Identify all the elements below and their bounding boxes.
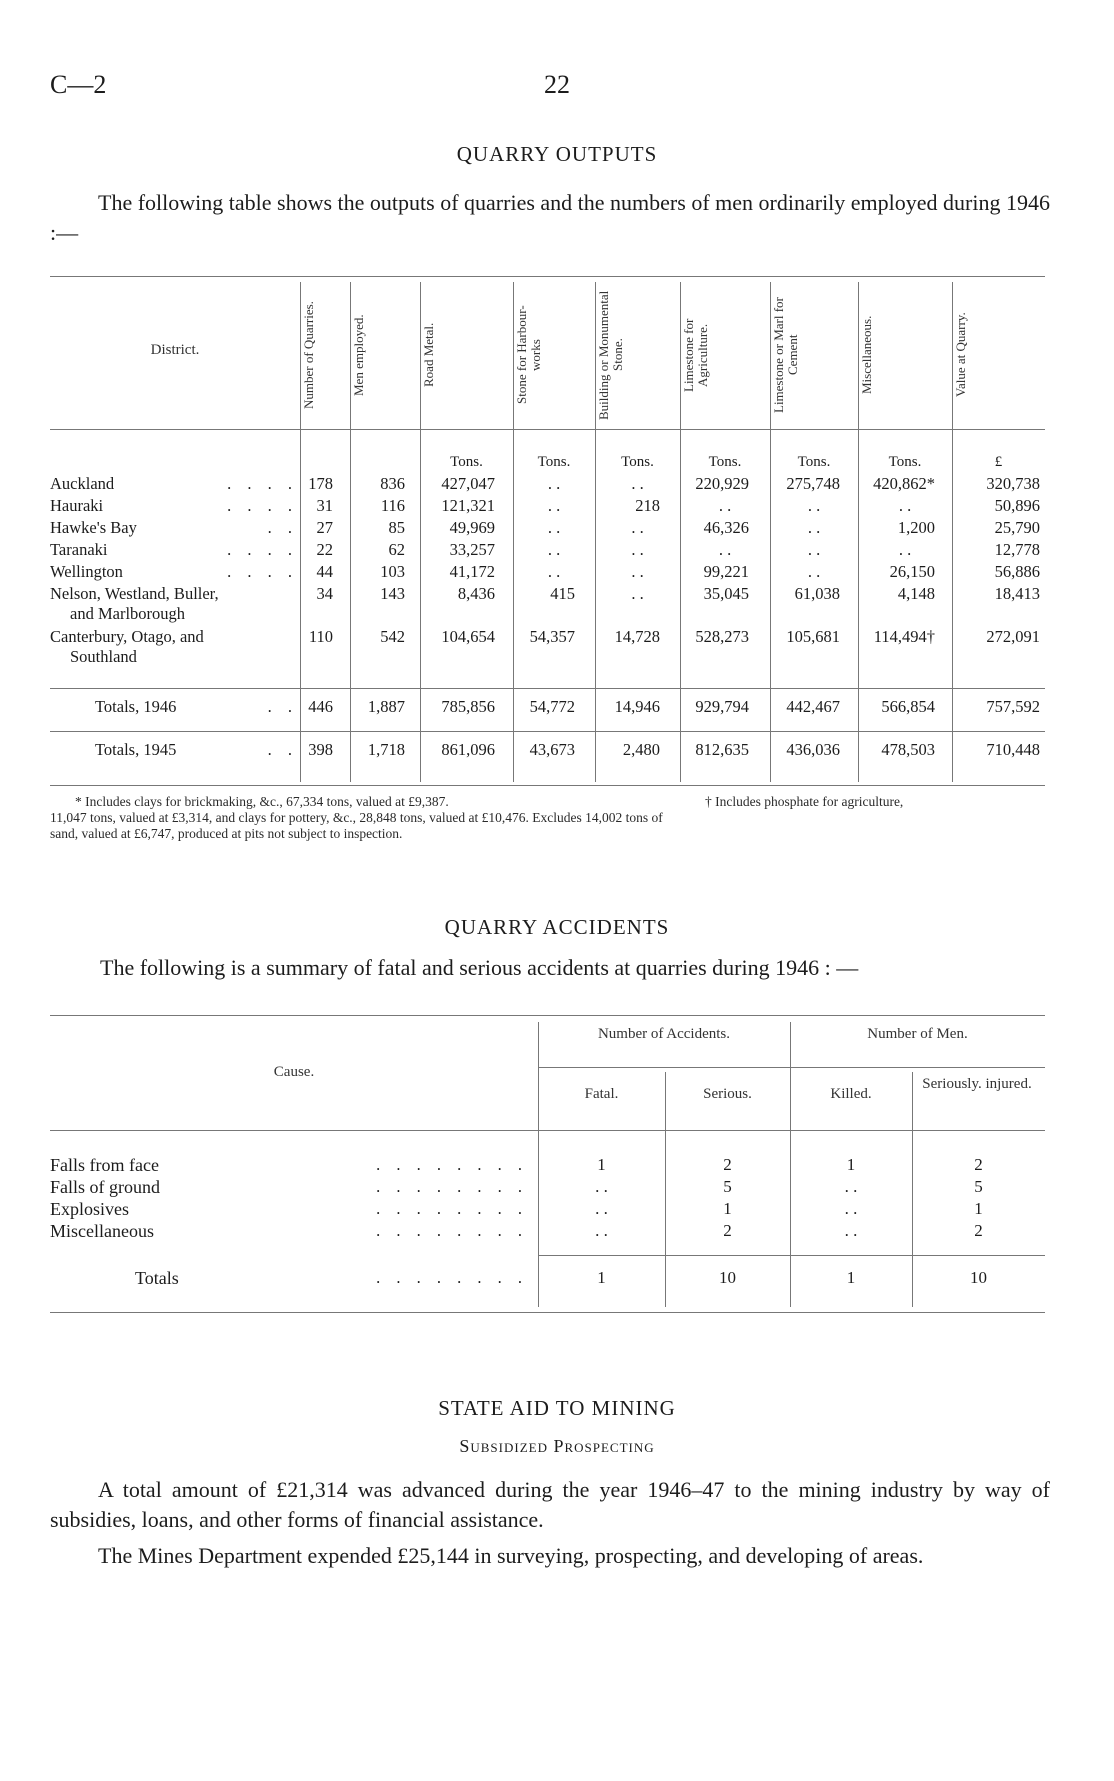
table-cell: 18,413 (994, 584, 1040, 603)
table-cell: 12,778 (994, 540, 1040, 559)
table-cell: 44 (316, 562, 333, 581)
table-cell: 1 (597, 1155, 606, 1174)
state-aid-title: STATE AID TO MINING (438, 1396, 676, 1420)
cause-name: Explosives (50, 1199, 129, 1219)
table-cell: 320,738 (986, 474, 1040, 493)
table-cell: 104,654 (441, 627, 495, 646)
district-name: Taranaki (50, 540, 108, 559)
unit-label: £ (994, 454, 1003, 470)
state-aid-paragraph-2: The Mines Department expended £25,144 in surveying, prospecting, and developing of areas. (98, 1543, 924, 1568)
table-cell: 22 (316, 540, 333, 559)
district-name-cont: and Marlborough (70, 604, 186, 623)
men-group-header: Number of Men. (867, 1026, 968, 1042)
table-cell: . . (898, 540, 912, 559)
table-cell: 49,969 (449, 518, 495, 537)
totals-cell: 14,946 (614, 697, 660, 716)
sub-header: Serious. (703, 1086, 752, 1102)
table-cell: 54,357 (529, 627, 575, 646)
state-aid-paragraph-1: A total amount of £21,314 was advanced during the year 1946–47 to the mining industry by way of subsidies, loans, and other forms of financial assistance. (50, 1477, 1050, 1532)
quarry-outputs-title: QUARRY OUTPUTS (456, 142, 658, 166)
column-header: Miscellaneous. (859, 315, 874, 395)
table-top-rule (50, 1015, 1045, 1016)
table-cell: 103 (380, 562, 405, 581)
table-cell: . . (807, 496, 821, 515)
table-cell: . . (631, 562, 644, 581)
table-cell: . . (807, 562, 821, 581)
table-cell: 528,273 (695, 627, 749, 646)
table-cell: 2 (974, 1155, 983, 1174)
totals-mid-rule (50, 731, 1045, 732)
group-header-rule (538, 1067, 1045, 1068)
table-cell: 5 (974, 1177, 983, 1196)
dot-leader: . . . . . . . . (376, 1177, 528, 1196)
table-cell: 31 (316, 496, 333, 515)
footnote: sand, valued at £6,747, produced at pits not subject to inspection. (50, 826, 403, 841)
table-cell: . . (898, 496, 912, 515)
table-cell: 114,494† (873, 627, 935, 646)
table-cell: 121,321 (441, 496, 495, 515)
totals-cell: 1 (597, 1268, 606, 1287)
table-cell: . . (595, 1177, 608, 1196)
totals-top-rule (538, 1255, 1045, 1256)
table-cell: . . (807, 540, 821, 559)
table-cell: 110 (308, 627, 333, 646)
table-cell: 25,790 (994, 518, 1040, 537)
table-cell: 56,886 (994, 562, 1040, 581)
table-cell: . . (844, 1221, 858, 1240)
table-cell: . . (595, 1221, 608, 1240)
sub-header: Seriously. injured. (922, 1076, 1032, 1092)
dot-leader: . . . . . . . . (376, 1155, 528, 1174)
district-name: Wellington (50, 562, 123, 581)
totals-cell: 436,036 (786, 740, 840, 759)
totals-cell: 442,467 (786, 697, 840, 716)
table-top-rule (50, 276, 1045, 277)
table-cell: 5 (723, 1177, 732, 1196)
totals-cell: 785,856 (441, 697, 495, 716)
table-bottom-rule (50, 785, 1045, 786)
table-cell: . . (631, 474, 644, 493)
table-cell: 27 (316, 518, 333, 537)
table-cell: 116 (380, 496, 405, 515)
totals-cell: 1 (846, 1268, 856, 1287)
table-cell: . . (547, 474, 561, 493)
table-cell: 2 (723, 1155, 732, 1174)
table-cell: 420,862* (873, 474, 935, 493)
column-header: Building or Monumental Stone. (596, 290, 625, 420)
table-cell: 99,221 (703, 562, 749, 581)
accidents-group-header: Number of Accidents. (597, 1026, 731, 1042)
totals-top-rule (50, 688, 1045, 689)
unit-label: Tons. (621, 454, 654, 470)
table-cell: 105,681 (786, 627, 840, 646)
table-cell: . . (844, 1199, 858, 1218)
totals-cell: 2,480 (622, 740, 660, 759)
column-header: Limestone or Marl for Cement (771, 297, 800, 413)
totals-cell: 446 (308, 697, 333, 716)
header-bottom-rule (50, 1130, 1045, 1131)
sub-header: Fatal. (584, 1086, 619, 1102)
totals-cell: 398 (308, 740, 333, 759)
district-name: Hauraki (50, 496, 104, 515)
table-cell: 14,728 (614, 627, 660, 646)
cause-name: Miscellaneous (50, 1221, 154, 1241)
table-cell: 50,896 (994, 496, 1040, 515)
table-cell: 46,326 (703, 518, 749, 537)
dot-leader: . . (267, 740, 298, 759)
totals-label: Totals (135, 1268, 179, 1288)
column-header: Number of Quarries. (301, 301, 316, 409)
cause-name: Falls from face (50, 1155, 159, 1175)
totals-cell: 54,772 (529, 697, 575, 716)
totals-label: Totals, 1946 (95, 697, 177, 716)
totals-cell: 757,592 (986, 697, 1040, 716)
table-cell: . . (718, 540, 732, 559)
table-cell: 178 (308, 474, 333, 493)
table-cell: 272,091 (986, 627, 1040, 646)
totals-label: Totals, 1945 (95, 740, 177, 759)
table-cell: 415 (550, 584, 575, 603)
table-cell: 1 (723, 1199, 732, 1218)
unit-label: Tons. (537, 454, 571, 470)
quarry-outputs-intro: The following table shows the outputs of quarries and the numbers of men ordinarily employed during 1946 :— (50, 190, 1050, 245)
table-cell: 1 (846, 1155, 856, 1174)
table-cell: 4,148 (897, 584, 935, 603)
district-name: Auckland (50, 474, 115, 493)
dot-leader: . . . . . . . . (376, 1199, 528, 1218)
table-cell: 33,257 (449, 540, 495, 559)
table-cell: . . (547, 562, 561, 581)
table-cell: 41,172 (449, 562, 495, 581)
table-cell: . . (547, 540, 561, 559)
page-number: 22 (544, 70, 570, 99)
totals-cell: 478,503 (881, 740, 935, 759)
column-header: Men employed. (351, 314, 366, 396)
table-cell: . . (595, 1199, 608, 1218)
table-cell: 61,038 (794, 584, 840, 603)
unit-label: Tons. (888, 454, 922, 470)
footnote: † Includes phosphate for agriculture, (705, 794, 904, 809)
unit-label: Tons. (708, 454, 742, 470)
table-cell: . . (631, 540, 644, 559)
totals-cell: 710,448 (986, 740, 1040, 759)
table-cell: 2 (723, 1221, 732, 1240)
totals-cell: 10 (970, 1268, 987, 1287)
table-cell: 26,150 (889, 562, 935, 581)
dot-leader: . . (267, 697, 298, 716)
table-cell: 275,748 (786, 474, 840, 493)
district-header: District. (150, 342, 200, 358)
footnote: 11,047 tons, valued at £3,314, and clays for pottery, &c., 28,848 tons, valued at £10,476. Excludes 14,002 tons of (50, 810, 663, 825)
quarry-accidents-intro: The following is a summary of fatal and serious accidents at quarries during 1946 : — (100, 955, 859, 980)
table-cell: . . (547, 518, 561, 537)
dot-leader: . . (267, 518, 298, 537)
district-name: Hawke's Bay (50, 518, 137, 537)
totals-cell: 1,718 (367, 740, 405, 759)
cause-name: Falls of ground (50, 1177, 160, 1197)
quarry-accidents-title: QUARRY ACCIDENTS (444, 915, 670, 939)
table-cell: . . (631, 518, 644, 537)
totals-cell: 43,673 (529, 740, 575, 759)
table-cell: 35,045 (703, 584, 749, 603)
sub-header: Killed. (830, 1086, 872, 1102)
table-cell: 1 (974, 1199, 983, 1218)
totals-cell: 10 (719, 1268, 736, 1287)
totals-cell: 861,096 (441, 740, 495, 759)
table-cell: 836 (380, 474, 405, 493)
table-cell: 85 (388, 518, 405, 537)
table-cell: 1,200 (897, 518, 935, 537)
column-header: Value at Quarry. (953, 312, 968, 398)
totals-cell: 929,794 (695, 697, 749, 716)
dot-leader: . . . . (227, 474, 298, 493)
table-cell: 218 (635, 496, 660, 515)
table-cell: 62 (388, 540, 405, 559)
table-cell: 34 (316, 584, 333, 603)
state-aid-subtitle: Subsidized Prospecting (459, 1436, 655, 1456)
header-bottom-rule (50, 429, 1045, 430)
table-cell: . . (547, 496, 561, 515)
unit-label: Tons. (797, 454, 831, 470)
table-cell: 220,929 (695, 474, 749, 493)
table-cell: . . (807, 518, 821, 537)
district-name-cont: Southland (70, 647, 137, 666)
table-bottom-rule (50, 1312, 1045, 1313)
column-header: Limestone for Agriculture. (681, 318, 710, 392)
table-cell: . . (844, 1177, 858, 1196)
unit-label: Tons. (450, 454, 483, 470)
totals-cell: 812,635 (695, 740, 749, 759)
dot-leader: . . . . . . . . (376, 1221, 528, 1240)
table-cell: 542 (380, 627, 405, 646)
cause-header: Cause. (273, 1064, 315, 1080)
table-cell: . . (631, 584, 644, 603)
dot-leader: . . . . (227, 562, 298, 581)
table-cell: 2 (974, 1221, 983, 1240)
dot-leader: . . . . (227, 496, 298, 515)
table-cell: 427,047 (441, 474, 495, 493)
section-code: C—2 (50, 70, 107, 99)
table-cell: 143 (380, 584, 405, 603)
totals-cell: 566,854 (881, 697, 935, 716)
column-header: Stone for Harbour-works (514, 305, 543, 405)
dot-leader: . . . . (227, 540, 298, 559)
footnote: * Includes clays for brickmaking, &c., 67,334 tons, valued at £9,387. (75, 794, 449, 809)
district-name: Nelson, Westland, Buller, (50, 584, 219, 603)
totals-cell: 1,887 (367, 697, 405, 716)
table-cell: 8,436 (457, 584, 495, 603)
table-cell: . . (718, 496, 732, 515)
column-header: Road Metal. (421, 322, 436, 388)
dot-leader: . . . . . . . . (376, 1268, 528, 1287)
district-name: Canterbury, Otago, and (50, 627, 204, 646)
